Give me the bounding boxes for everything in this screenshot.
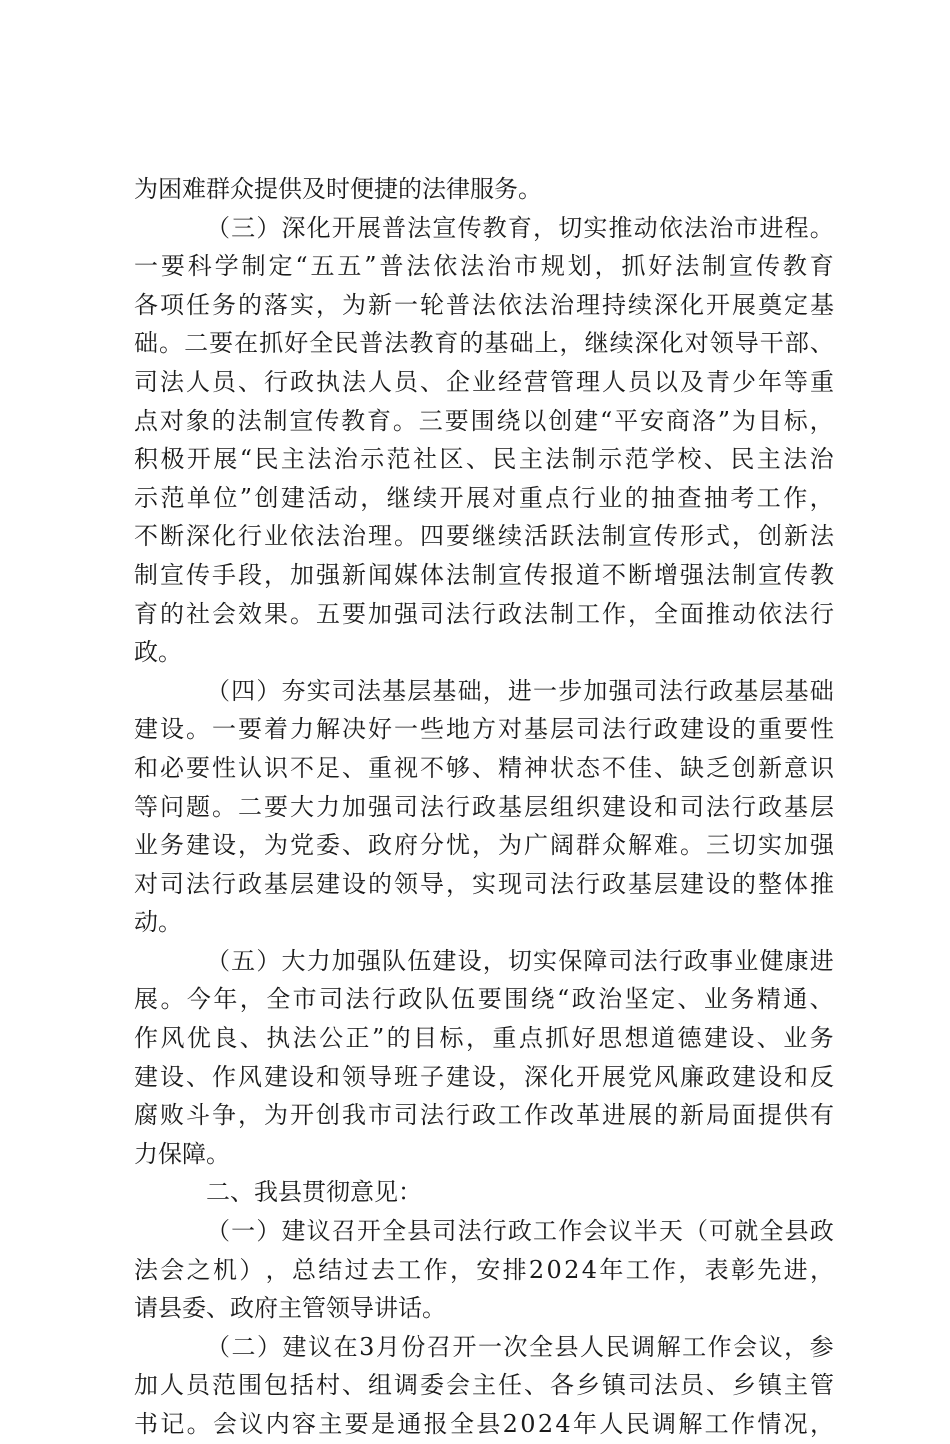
text-line: 等 问 题 。 二 要 大 力 加 强 司 法 行 政 基 层 组 织 建 设 和 司 法 行 政 基 层 bbox=[134, 792, 834, 821]
text-line: 力保障。 bbox=[134, 1139, 230, 1168]
text-line: （ 四 ） 夯 实 司 法 基 层 基 础 ， 进 一 步 加 强 司 法 行 政 基 层 基 础 bbox=[206, 676, 834, 705]
text-line: 积 极 开 展 “ 民 主 法 治 示 范 社 区 、 民 主 法 制 示 范 学 校 、 民 主 法 治 bbox=[134, 445, 834, 474]
body-text bbox=[134, 170, 834, 1444]
text-line: 础 。 二 要 在 抓 好 全 民 普 法 教 育 的 基 础 上 ， 继 续 深 化 对 领 导 干 部 、 bbox=[134, 329, 834, 358]
text-line: 加 人 员 范 围 包 括 村 、 组 调 委 会 主 任 、 各 乡 镇 司 法 员 、 乡 镇 主 管 bbox=[134, 1371, 834, 1400]
text-line: 法 会 之 机 ） ， 总 结 过 去 工 作 ， 安 排 2 0 2 4 年 工 作 ， 表 彰 先 进 ， bbox=[134, 1255, 834, 1284]
text-line: 制 宣 传 手 段 ， 加 强 新 闻 媒 体 法 制 宣 传 报 道 不 断 增 强 法 制 宣 传 教 bbox=[134, 560, 834, 589]
text-line: 业 务 建 设 ， 为 党 委 、 政 府 分 忧 ， 为 广 阔 群 众 解 难 。 三 切 实 加 强 bbox=[134, 831, 834, 860]
text-line: 建 设 、 作 风 建 设 和 领 导 班 子 建 设 ， 深 化 开 展 党 风 廉 政 建 设 和 反 bbox=[134, 1062, 834, 1091]
text-line: 不 断 深 化 行 业 依 法 治 理 。 四 要 继 续 活 跃 法 制 宣 传 形 式 ， 创 新 法 bbox=[134, 522, 834, 551]
text-line: （ 一 ） 建 议 召 开 全 县 司 法 行 政 工 作 会 议 半 天 （ 可 就 全 县 政 bbox=[206, 1217, 834, 1246]
text-line: （ 五 ） 大 力 加 强 队 伍 建 设 ， 切 实 保 障 司 法 行 政 事 业 健 康 进 bbox=[206, 946, 834, 975]
text-line: 为困难群众提供及时便捷的法律服务。 bbox=[134, 175, 542, 203]
text-line: 政。 bbox=[134, 638, 182, 667]
text-line: 育 的 社 会 效 果 。 五 要 加 强 司 法 行 政 法 制 工 作 ， 全 面 推 动 依 法 行 bbox=[134, 599, 834, 628]
text-line: 腐 败 斗 争 ， 为 开 创 我 市 司 法 行 政 工 作 改 革 进 展 的 新 局 面 提 供 有 bbox=[134, 1101, 834, 1130]
text-line: 和 必 要 性 认 识 不 足 、 重 视 不 够 、 精 神 状 态 不 佳 、 缺 乏 创 新 意 识 bbox=[134, 753, 834, 782]
text-line: 各 项 任 务 的 落 实 ， 为 新 一 轮 普 法 依 法 治 理 持 续 深 化 开 展 奠 定 基 bbox=[134, 290, 834, 319]
text-line: 一 要 科 学 制 定 “ 五 五 ” 普 法 依 法 治 市 规 划 ， 抓 好 法 制 宣 传 教 育 bbox=[134, 252, 834, 281]
text-line: 作 风 优 良 、 执 法 公 正 ” 的 目 标 ， 重 点 抓 好 思 想 道 德 建 设 、 业 务 bbox=[134, 1024, 834, 1053]
text-line: 请县委、政府主管领导讲话。 bbox=[134, 1294, 446, 1323]
text-line: 点 对 象 的 法 制 宣 传 教 育 。 三 要 围 绕 以 创 建 “ 平 安 商 洛 ” 为 目 标 ， bbox=[134, 406, 834, 435]
text-line: （ 二 ） 建 议 在 3 月 份 召 开 一 次 全 县 人 民 调 解 工 作 会 议 ， 参 bbox=[206, 1332, 834, 1361]
text-line: 书 记 。 会 议 内 容 主 要 是 通 报 全 县 2 0 2 4 年 人 民 调 解 工 作 情 况 ， bbox=[134, 1410, 834, 1438]
text-line: 对 司 法 行 政 基 层 建 设 的 领 导 ， 实 现 司 法 行 政 基 层 建 设 的 整 体 推 bbox=[134, 869, 834, 898]
text-line: 司 法 人 员 、 行 政 执 法 人 员 、 企 业 经 营 管 理 人 员 以 及 青 少 年 等 重 bbox=[134, 367, 834, 396]
text-line: （ 三 ） 深 化 开 展 普 法 宣 传 教 育 ， 切 实 推 动 依 法 治 市 进 程 。 bbox=[206, 213, 834, 242]
text-line: 二、我县贯彻意见： bbox=[206, 1178, 422, 1207]
text-line: 展 。 今 年 ， 全 市 司 法 行 政 队 伍 要 围 绕 “ 政 治 坚 定 、 业 务 精 通 、 bbox=[134, 985, 834, 1014]
text-line: 建 设 。 一 要 着 力 解 决 好 一 些 地 方 对 基 层 司 法 行 政 建 设 的 重 要 性 bbox=[134, 715, 834, 744]
text-line: 动。 bbox=[134, 908, 182, 937]
text-line: 示 范 单 位 ” 创 建 活 动 ， 继 续 开 展 对 重 点 行 业 的 抽 查 抽 考 工 作 ， bbox=[134, 483, 834, 512]
